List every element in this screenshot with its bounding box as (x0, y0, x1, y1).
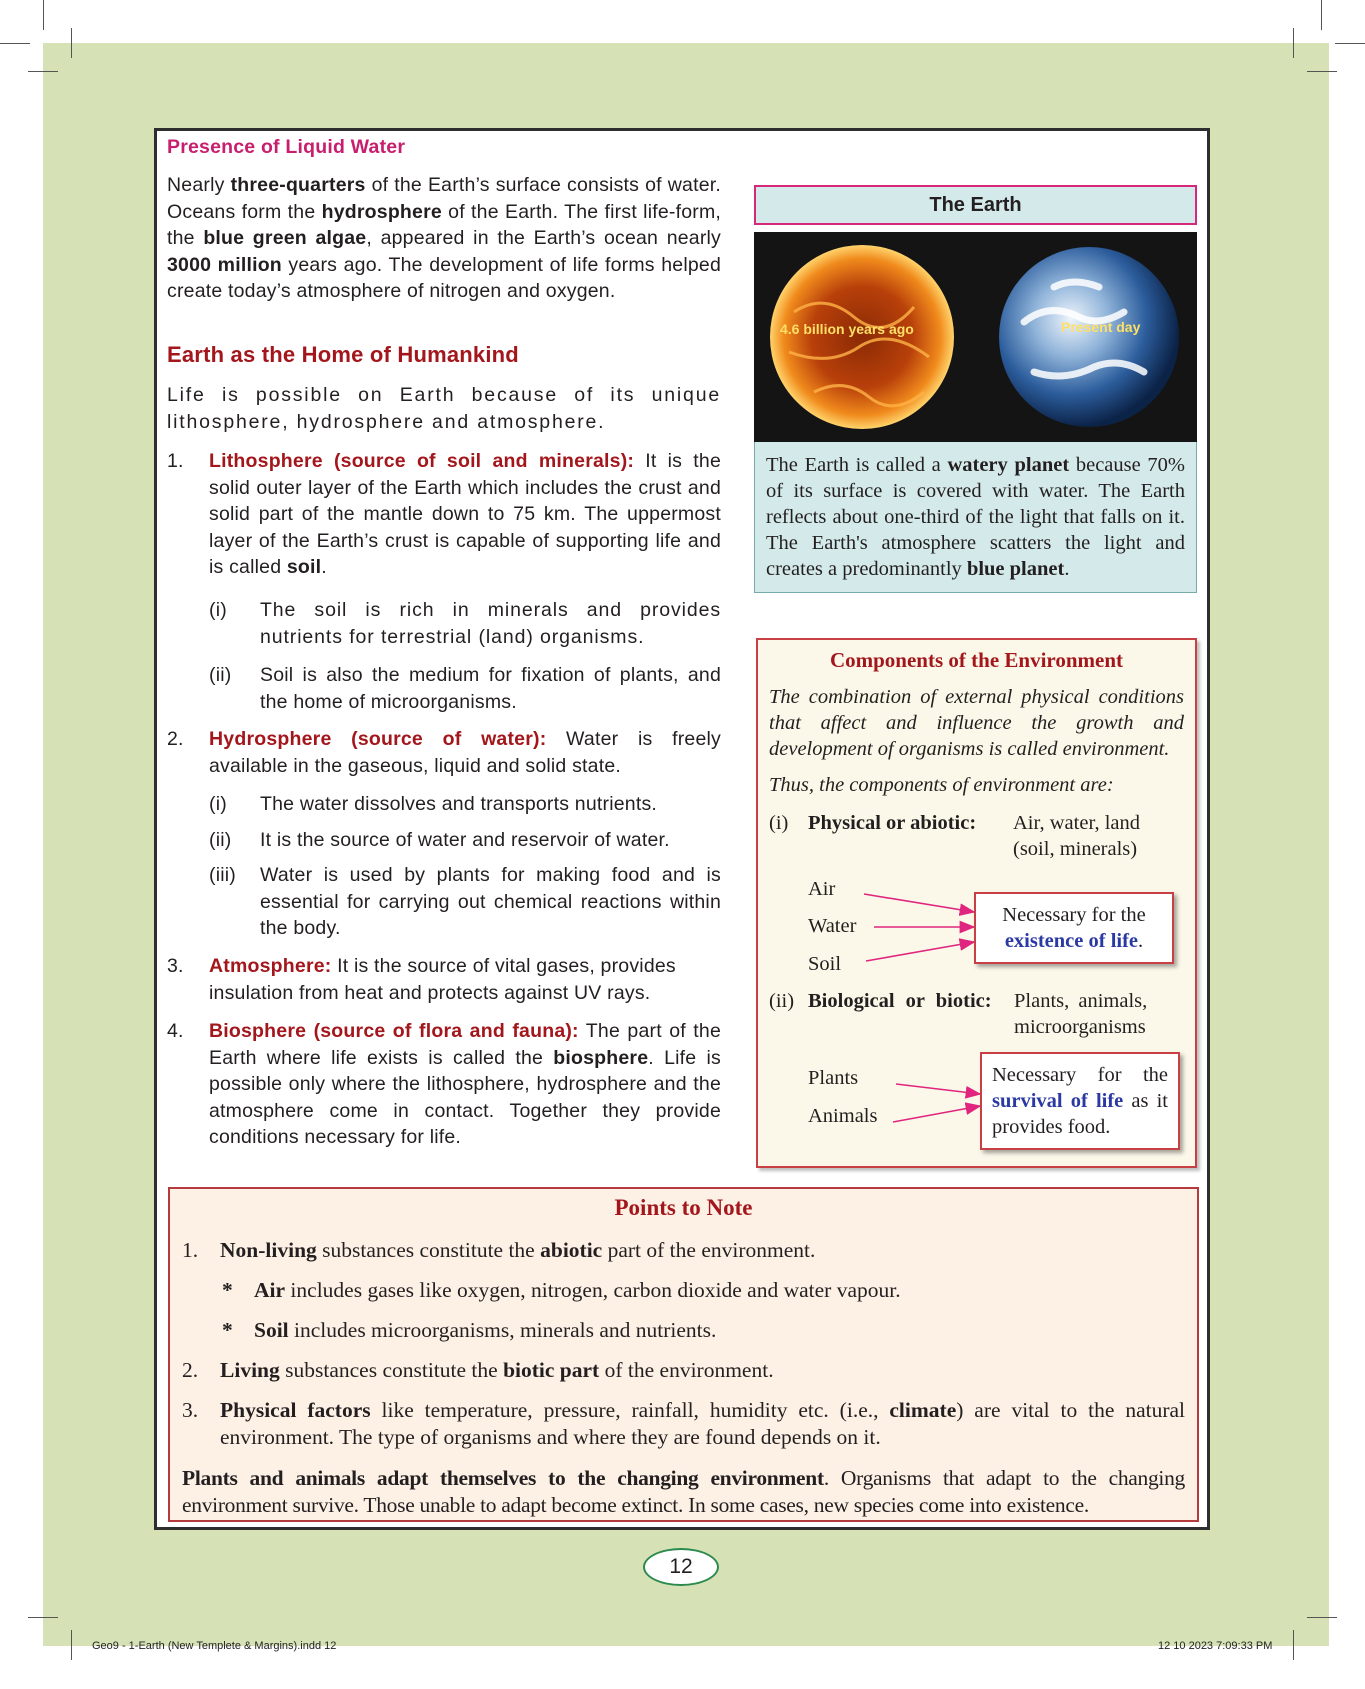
biological-label: Biological or biotic: (808, 990, 992, 1012)
biological-value: Plants, animals, (1014, 990, 1148, 1012)
physical-label: Physical or abiotic: (808, 812, 977, 834)
bullet-star: * (222, 1318, 233, 1342)
bullet-star: * (222, 1278, 233, 1302)
item-atmosphere: Atmosphere: It is the source of vital gases, provides insulation from heat and protects against UV rays. (209, 955, 676, 1004)
slug-file: Geo9 - 1-Earth (New Templete & Margins).indd 12 (92, 1640, 337, 1652)
sub-item-water-food: Water is used by plants for making food and is essential for carrying out chemical reactions within the body. (260, 864, 721, 939)
point-number: 1. (182, 1238, 199, 1262)
biological-value: microorganisms (1014, 1016, 1146, 1038)
liquid-water-paragraph: Nearly three-quarters of the Earth’s surface consists of water. Oceans form the hydrosphere of the Earth. The first life-form, the blue green algae, appeared in the Earth’s ocean nearly 3000 million years ago. The development of life forms helped create today’s atmosphere of nitrogen and oxygen. (167, 174, 722, 302)
section-heading-home: Earth as the Home of Humankind (167, 342, 519, 367)
crop-mark (71, 28, 72, 58)
components-title: Components of the Environment (829, 648, 1124, 672)
page-number: 12 (643, 1548, 719, 1586)
sub-item-water-reservoir: It is the source of water and reservoir of water. (260, 829, 670, 851)
item-lithosphere: Lithosphere (source of soil and minerals): It is the solid outer layer of the Earth which includes the crust and solid part of the mantle down to 75 km. The uppermost layer of the Earth’s crust is capable of supporting life and is called soil. (209, 450, 721, 578)
sub-item-water-nutrients: The water dissolves and transports nutrients. (260, 793, 658, 815)
item-number: 2. (167, 728, 184, 750)
abiotic-water: Water (808, 915, 857, 937)
label-past: 4.6 billion years ago (780, 321, 914, 337)
physical-value: Air, water, land (1013, 812, 1141, 834)
sub-number: (iii) (209, 864, 236, 886)
sub-number: (ii) (209, 829, 232, 851)
physical-number: (i) (769, 812, 789, 834)
crop-mark (0, 43, 30, 44)
section-heading-liquid-water: Presence of Liquid Water (167, 136, 406, 158)
point-physical-factors: Physical factors like temperature, pressure, rainfall, humidity etc. (i.e., climate) are vital to the natural environment. The type of organisms and where they are found depends on it. (220, 1398, 1186, 1449)
points-footer: Plants and animals adapt themselves to the changing environment. Organisms that adapt to the changing environment survive. Those unable to adapt become extinct. In some cases, new species come into existence. (182, 1466, 1186, 1517)
crop-mark (43, 0, 44, 30)
sub-number: (ii) (209, 664, 232, 686)
biotic-plants: Plants (808, 1067, 859, 1089)
crop-mark (71, 1630, 72, 1660)
earth-box-title: The Earth (754, 185, 1197, 225)
points-title: Points to Note (614, 1195, 753, 1220)
sub-number: (i) (209, 599, 227, 621)
components-intro: Thus, the components of environment are: (769, 774, 1114, 796)
sub-point-soil: Soil includes microorganisms, minerals and nutrients. (254, 1318, 717, 1342)
item-number: 3. (167, 955, 184, 977)
earth-image (754, 232, 1197, 442)
present-earth-sphere (999, 247, 1179, 427)
crop-mark (1293, 1630, 1294, 1660)
crop-mark (1321, 0, 1322, 30)
arrow-animals (893, 1106, 980, 1122)
point-living: Living substances constitute the biotic part of the environment. (220, 1358, 774, 1382)
sub-point-air: Air includes gases like oxygen, nitrogen, carbon dioxide and water vapour. (254, 1278, 901, 1302)
sub-number: (i) (209, 793, 227, 815)
crop-mark (28, 71, 58, 72)
crop-mark (28, 1617, 58, 1618)
components-box (756, 638, 1197, 1168)
biological-number: (ii) (769, 990, 795, 1012)
sub-item-soil-minerals: The soil is rich in minerals and provides nutrients for terrestrial (land) organisms. (260, 599, 721, 648)
point-non-living: Non-living substances constitute the abiotic part of the environment. (220, 1238, 816, 1262)
physical-value: (soil, minerals) (1013, 838, 1138, 860)
arrow-air (864, 894, 974, 912)
slug-datetime: 12 10 2023 7:09:33 PM (1158, 1640, 1273, 1652)
early-earth-sphere (770, 245, 954, 429)
crop-mark (1307, 71, 1337, 72)
home-intro: Life is possible on Earth because of its unique lithosphere, hydrosphere and atmosphere. (167, 384, 721, 433)
note-survival-of-life: Necessary for the survival of life as it provides food. (980, 1052, 1180, 1150)
abiotic-soil: Soil (808, 953, 842, 975)
item-number: 1. (167, 450, 184, 472)
point-number: 3. (182, 1398, 199, 1422)
crop-mark (1293, 28, 1294, 58)
arrow-plants (896, 1084, 980, 1094)
abiotic-air: Air (808, 878, 836, 900)
sub-item-soil-medium: Soil is also the medium for fixation of plants, and the home of microorganisms. (260, 664, 721, 713)
item-biosphere: Biosphere (source of flora and fauna): The part of the Earth where life exists is called the biosphere. Life is possible only where the lithosphere, hydrosphere and the atmosphere come in contact. Together they provide conditions necessary for life. (209, 1020, 721, 1148)
environment-definition: The combination of external physical conditions that affect and influence the growth and development of organisms is called environment. (769, 686, 1184, 760)
biotic-animals: Animals (808, 1105, 878, 1127)
crop-mark (1307, 1617, 1337, 1618)
item-number: 4. (167, 1020, 184, 1042)
note-existence-of-life: Necessary for the existence of life. (974, 892, 1174, 964)
points-to-note-box (168, 1187, 1199, 1522)
earth-box-caption: The Earth is called a watery planet because 70% of its surface is covered with water. The Earth reflects about one-third of the light that falls on it. The Earth's atmosphere scatters the light and creates a predominantly blue planet. (754, 442, 1197, 593)
crop-mark (1335, 43, 1365, 44)
point-number: 2. (182, 1358, 199, 1382)
item-hydrosphere: Hydrosphere (source of water): Water is freely available in the gaseous, liquid and solid state. (209, 728, 721, 777)
label-present: Present day (1061, 319, 1141, 335)
arrow-soil (866, 942, 974, 961)
earth-comparison-illustration (754, 232, 1197, 442)
